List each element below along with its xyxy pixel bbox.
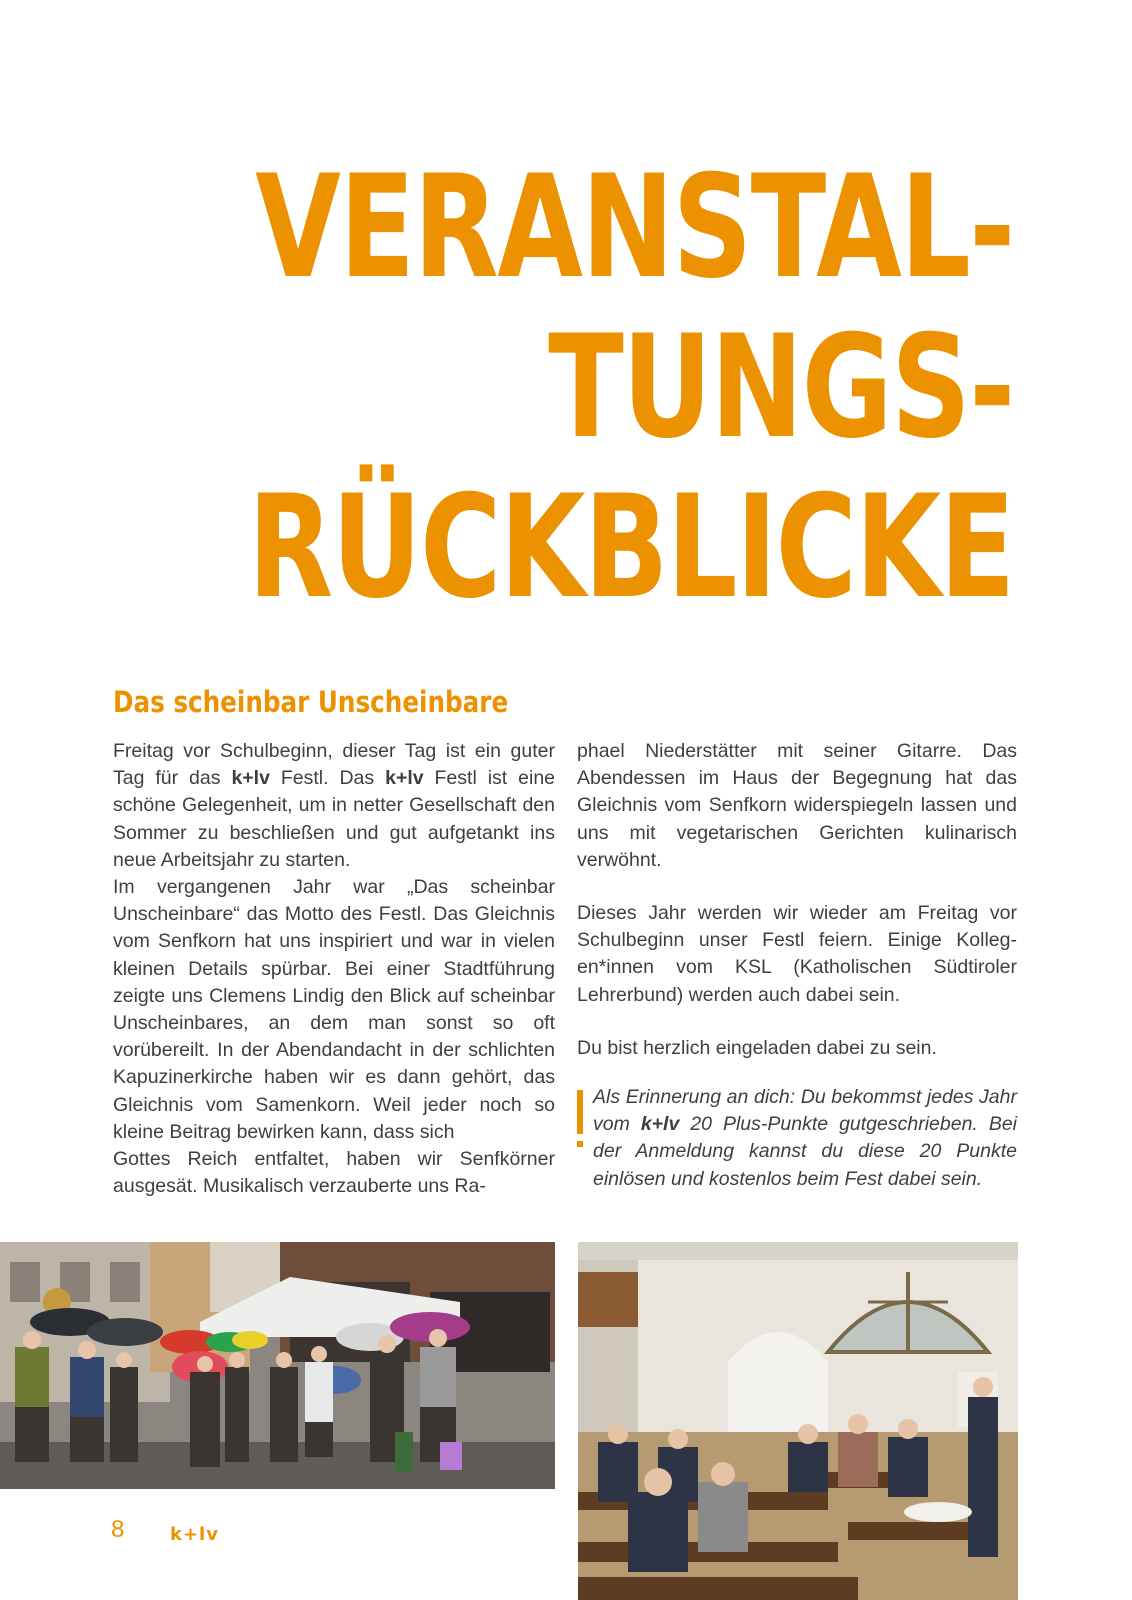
- title-line-1: VERANSTAL-: [255, 145, 1014, 310]
- brand-name: k+lv: [640, 1113, 680, 1136]
- brand-name: k+lv: [385, 767, 424, 790]
- brand-logo: k+lv: [170, 1524, 219, 1545]
- page-number: 8: [111, 1516, 125, 1543]
- paragraph-music: phael Niederstätter mit seiner Gitarre. Das Abendessen im Haus der Begegnung hat das Gleichnis vom Senfkorn widerspiegeln lassen und uns mit vegetarischen Gerichten kulinarisch verwöhnt.: [577, 740, 1017, 871]
- title-line-2: TUNGS-: [548, 305, 1014, 470]
- paragraph-intro: Freitag vor Schulbeginn, dieser Tag ist ein guter Tag für das k+lv Festl. Das k+lv Festl ist eine schöne Gelegenheit, um in netter Gesellschaft den Sommer zu beschließen und gut aufgetankt ins neue Arbeitsjahr zu starten.: [113, 740, 556, 871]
- title-line-3: RÜCKBLICKE: [248, 465, 1014, 630]
- left-column: [113, 738, 555, 1200]
- reminder-note: Als Erinnerung an dich: Du bekommst jedes Jahr vom k+lv 20 Plus-Punkte gutgeschrieben. Bei der Anmeldung kannst du diese 20 Punkte einlösen und kostenlos beim Fest dabei sein.: [577, 1084, 1017, 1193]
- photo-city-tour: [0, 1242, 555, 1489]
- exclamation-icon: [577, 1090, 583, 1134]
- page-title: [248, 145, 1014, 630]
- right-column: [577, 738, 1017, 1193]
- paragraph-invitation: Du bist herzlich eingeladen dabei zu sein.: [577, 1036, 937, 1059]
- paragraph-senfkoerner: Gottes Reich entfaltet, haben wir Senfkörner ausgesät. Musikalisch verzauberte uns Ra-: [113, 1148, 555, 1198]
- brand-name: k+lv: [231, 767, 270, 790]
- photo-church-interior: [578, 1242, 1018, 1600]
- paragraph-motto: Im vergangenen Jahr war „Das scheinbar Unscheinbare“ das Motto des Festl. Das Gleichnis vom Senfkorn hat uns inspiriert und war in vielen kleinen Details spürbar. Bei einer Stadtführung zeigte uns Clemens Lindig den Blick auf scheinbar Unscheinbares, an dem man sonst so oft vorübereilt. In der Abendandacht in der schlichten Kapuzinerkirche haben wir es dann gehört, das Gleichnis vom Samenkorn. Weil jeder noch so kleine Beitrag bewirken kann, dass sich: [113, 876, 555, 1143]
- paragraph-this-year: Dieses Jahr werden wir wieder am Freitag vor Schulbeginn unser Festl feiern. Einige Kollegen*innen vom KSL (Katholischen Südtiroler Lehrerbund) werden auch dabei sein.: [577, 902, 1017, 1006]
- section-title: Das scheinbar Unscheinbare: [113, 685, 509, 719]
